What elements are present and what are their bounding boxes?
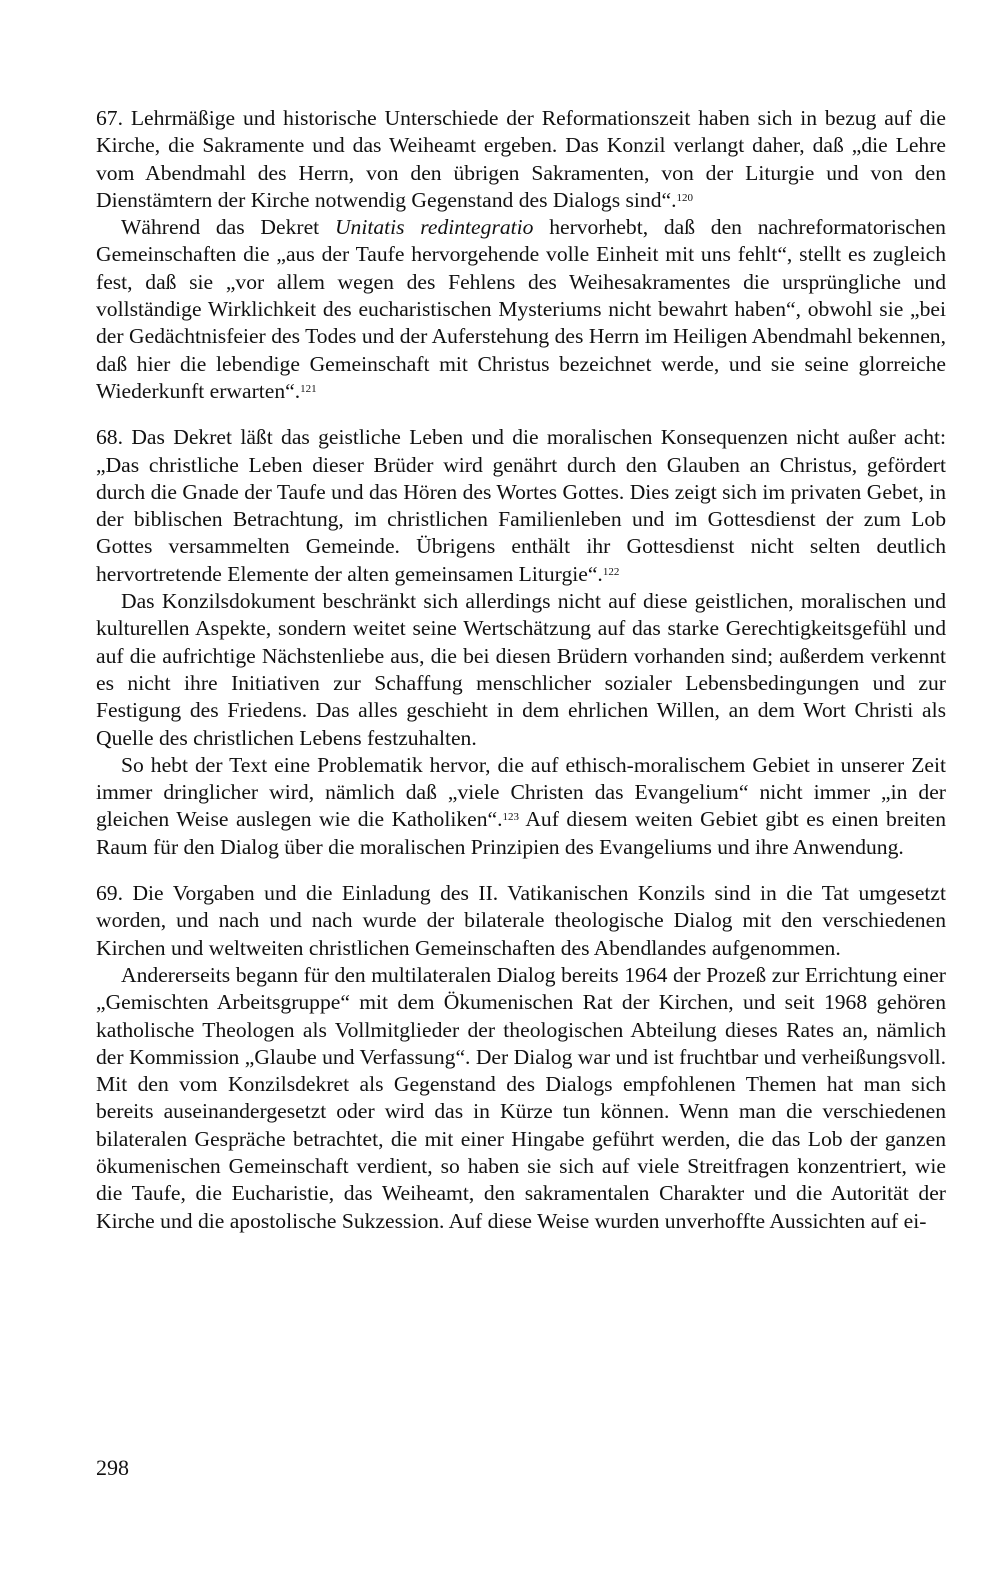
page-number: 298 [96,1455,129,1480]
footnote-marker: 120 [676,191,693,204]
paragraph-68-2 [96,588,946,752]
paragraph-69-2 [96,962,946,1235]
footnote-marker: 123 [502,811,520,824]
footnote-marker: 122 [602,565,620,578]
footnote-marker: 121 [300,382,317,395]
paragraph-text: Während das Dekret [121,215,335,240]
paragraph-68-1 [96,424,946,588]
paragraph-text: hervorhebt, daß den nachreformatorischen Gemeinschaften die „aus der Taufe hervorgehende volle Einheit mit uns fehlt“, stellt es zugleich fest, daß sie „vor allem wegen des Fehlens des Weihesakramentes die ursprüngliche und vollständige Wirklichkeit des eucharistischen Mysteriums nicht bewahrt haben“, obwohl sie „bei der Gedächtnisfeier des Todes und der Auferstehung des Herrn im Heiligen Abendmahl bekennen, daß hier die lebendige Gemeinschaft mit Christus bezeichnet werde, und sie seine glorreiche Wiederkunft erwarten“. [96,215,946,403]
paragraph-text: So hebt der Text eine Problematik hervor, die auf ethisch-moralischem Gebiet in unserer Zeit immer dringlicher wird, nämlich daß „viele Christen das Evangelium“ nicht immer „in der gleichen Weise auslegen wie die Katholiken“. [96,752,946,832]
paragraph-text: Auf diesem weiten Gebiet gibt es einen breiten Raum für den Dialog über die moralischen Prinzipien des Evangeliums und ihre Anwendung. [96,807,946,859]
paragraph-text: Das Konzilsdokument beschränkt sich allerdings nicht auf diese geistlichen, moralischen und kulturellen Aspekte, sondern weitet seine Wertschätzung auf das starke Gerechtigkeitsgefühl und auf die aufrichtige Nächstenliebe aus, die bei diesen Brüdern vorhanden sind; außerdem verkennt es nicht ihre Initiativen zur Schaffung menschlicher sozialer Lebensbedingungen und zur Festigung des Friedens. Das alles geschieht in dem ehrlichen Willen, an dem Wort Christi als Quelle des christlichen Lebens festzuhalten. [96,589,946,750]
paragraph-67-1 [96,105,946,214]
paragraph-text: 67. Lehrmäßige und historische Unterschiede der Reformationszeit haben sich in bezug auf die Kirche, die Sakramente und das Weiheamt ergeben. Das Konzil verlangt daher, daß „die Lehre vom Abendmahl des Herrn, von den übrigen Sakramenten, von der Liturgie und von den Dienstämtern der Kirche notwendig Gegenstand des Dialogs sind“. [96,106,946,212]
decree-title: Unitatis redintegratio [334,215,534,240]
paragraph-69-1 [96,880,946,962]
body-text [96,105,946,1235]
paragraph-text: 69. Die Vorgaben und die Einladung des II. Vatikanischen Konzils sind in die Tat umgesetzt worden, und nach und nach wurde der bilaterale theologische Dialog mit den verschiedenen Kirchen und weltweiten christlichen Gemeinschaften des Abendlandes aufgenommen. [96,881,946,960]
paragraph-text: 68. Das Dekret läßt das geistliche Leben und die moralischen Konsequenzen nicht außer acht: „Das christliche Leben dieser Brüder wird genährt durch den Glauben an Christus, gefördert durch die Gnade der Taufe und das Hören des Wortes Gottes. Dies zeigt sich im privaten Gebet, in der biblischen Betrachtung, im christlichen Familienleben und im Gottesdienst der zum Lob Gottes versammelten Gemeinde. Übrigens enthält ihr Gottesdienst nicht selten deutlich hervortretende Elemente der alten gemeinsamen Liturgie“. [96,425,946,586]
paragraph-67-2 [96,214,946,405]
section-gap [96,405,946,424]
paragraph-68-3 [96,752,946,861]
paragraph-text: Andererseits begann für den multilateralen Dialog bereits 1964 der Prozeß zur Errichtung einer „Gemischten Arbeitsgruppe“ mit dem Ökumenischen Rat der Kirchen, und seit 1968 gehören katholische Theologen als Vollmitglieder der theologischen Abteilung dieses Rates an, nämlich der Kommission „Glaube und Verfassung“. Der Dialog war und ist fruchtbar und verheißungsvoll. Mit den vom Konzilsdekret als Gegenstand des Dialogs empfohlenen Themen hat man sich bereits auseinandergesetzt oder wird das in Kürze tun können. Wenn man die verschiedenen bilateralen Gespräche betrachtet, die mit einer Hingabe geführt werden, die das Lob der ganzen ökumenischen Gemeinschaft verdient, so haben sie sich auf viele Streitfragen konzentriert, wie die Taufe, die Eucharistie, das Weiheamt, den sakramentalen Charakter und die Autorität der Kirche und die apostolische Sukzession. Auf diese Weise wurden unverhoffte Aussichten auf ei- [96,962,946,1233]
section-gap [96,861,946,880]
